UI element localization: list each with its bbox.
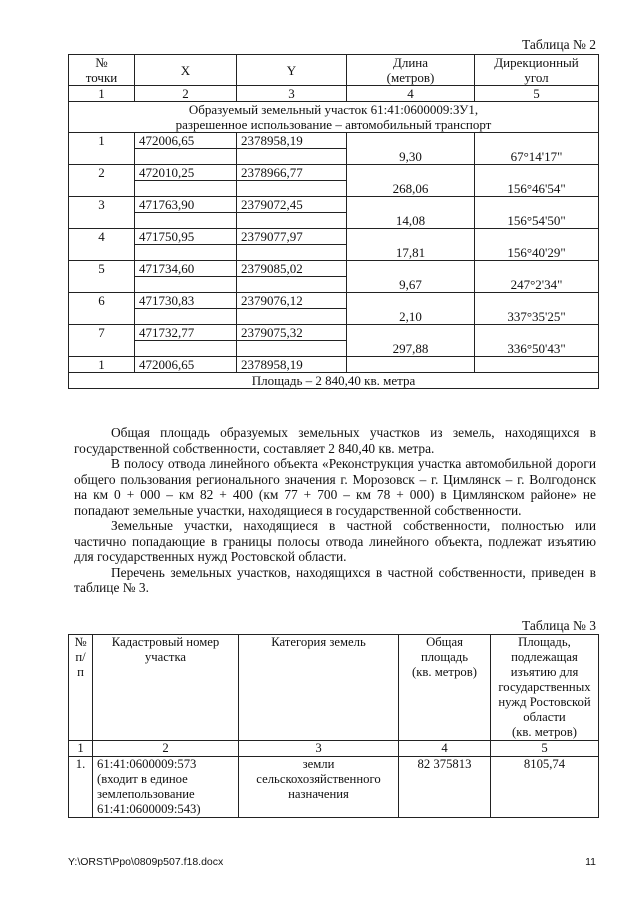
point-x: 472006,65 [135,357,237,373]
point-y: 2378966,77 [237,165,347,181]
t2-section-row [69,102,599,133]
empty-cell [475,325,599,341]
t2-point-row [69,357,599,373]
empty-cell [135,245,237,261]
t3-header-cell: Кадастровый номер участка [93,635,239,741]
segment-angle: 156°46'54" [475,181,599,197]
empty-cell [69,309,135,325]
point-number: 1 [69,133,135,149]
t2-header-cell: Y [237,55,347,86]
t3-column-number: 4 [399,741,491,757]
point-y: 2378958,19 [237,133,347,149]
t2-segment-row [69,149,599,165]
point-y: 2379077,97 [237,229,347,245]
t2-area-row [69,373,599,389]
empty-cell [237,341,347,357]
t2-header-cell: Длина (метров) [347,55,475,86]
footer-page-number: 11 [585,856,596,868]
paragraph-list-reference: Перечень земельных участков, находящихся в частной собственности, приведен в таблице № 3. [74,564,596,595]
t2-point-row [69,261,599,277]
point-x: 471730,83 [135,293,237,309]
table2-caption: Таблица № 2 [522,37,596,52]
segment-length: 14,08 [347,213,475,229]
t2-header-cell: X [135,55,237,86]
point-y: 2378958,19 [237,357,347,373]
t2-point-row [69,133,599,149]
t2-point-row [69,197,599,213]
segment-angle: 337°35'25" [475,309,599,325]
t2-segment-row [69,277,599,293]
empty-cell [69,181,135,197]
segment-angle: 336°50'43" [475,341,599,357]
empty-cell [237,213,347,229]
t2-column-numbers-row [69,86,599,102]
segment-length: 297,88 [347,341,475,357]
section-line-1: Образуемый земельный участок 61:41:0600009:ЗУ1, [188,102,479,117]
empty-cell [347,261,475,277]
segment-length: 268,06 [347,181,475,197]
paragraph-total-area: Общая площадь образуемых земельных участков из земель, находящихся в государственной собственности, составляет 2 840,40 кв. метра. [74,425,596,456]
empty-cell [69,341,135,357]
coordinates-table [68,54,599,389]
point-number: 1 [69,357,135,373]
cadastral-number: 61:41:0600009:573 (входит в единое землепользование 61:41:0600009:543) [93,757,239,818]
point-x: 471763,90 [135,197,237,213]
t3-data-row [69,757,599,818]
point-x: 471734,60 [135,261,237,277]
point-y: 2379072,45 [237,197,347,213]
empty-cell [347,325,475,341]
total-area: Площадь – 2 840,40 кв. метра [69,373,599,389]
t3-header-cell: Категория земель [239,635,399,741]
t2-column-number: 3 [237,86,347,102]
empty-cell [135,309,237,325]
empty-cell [237,245,347,261]
empty-cell [135,277,237,293]
empty-cell [69,213,135,229]
t2-column-number: 4 [347,86,475,102]
point-number: 6 [69,293,135,309]
segment-angle: 67°14'17" [475,149,599,165]
t2-header-row [69,55,599,86]
t2-point-row [69,325,599,341]
t2-segment-row [69,245,599,261]
empty-cell [475,197,599,213]
empty-cell [475,293,599,309]
t3-header-cell: Площадь, подлежащая изъятию для государственных нужд Ростовской области (кв. метров) [491,635,599,741]
t2-segment-row [69,309,599,325]
t3-column-number: 3 [239,741,399,757]
empty-cell [347,165,475,181]
t2-header-cell: Дирекционный угол [475,55,599,86]
t2-header-cell: № точки [69,55,135,86]
empty-cell [475,165,599,181]
empty-cell [135,181,237,197]
t2-segment-row [69,213,599,229]
segment-angle: 156°54'50" [475,213,599,229]
segment-length: 9,30 [347,149,475,165]
t2-column-number: 1 [69,86,135,102]
point-number: 3 [69,197,135,213]
t2-section-title [69,102,599,133]
empty-cell [347,197,475,213]
seized-area-value: 8105,74 [491,757,599,818]
t2-point-row [69,229,599,245]
point-y: 2379076,12 [237,293,347,309]
empty-cell [347,133,475,149]
empty-cell [237,309,347,325]
empty-cell [475,357,599,373]
point-x: 472010,25 [135,165,237,181]
t3-header-cell: № п/п [69,635,93,741]
empty-cell [237,181,347,197]
paragraph-right-of-way: В полосу отвода линейного объекта «Реконструкция участка автомобильной дороги общего пользования регионального значения г. Морозовск – г. Цимлянск – г. Волгодонск на км 0 + 000 – км 82 + 400 (км 77 + 700 – км 78 + 000) в Цимлянском районе» не попадают земельные участки, находящиеся в государственной собственности. [74,456,596,518]
table3-caption: Таблица № 3 [522,618,596,633]
t2-segment-row [69,181,599,197]
empty-cell [475,229,599,245]
point-number: 7 [69,325,135,341]
point-x: 471750,95 [135,229,237,245]
t2-point-row [69,165,599,181]
t2-point-row [69,293,599,309]
empty-cell [237,149,347,165]
body-text [74,425,596,596]
empty-cell [69,149,135,165]
segment-angle: 156°40'29" [475,245,599,261]
point-number: 2 [69,165,135,181]
t3-header-cell: Общая площадь (кв. метров) [399,635,491,741]
point-number: 5 [69,261,135,277]
segment-length: 2,10 [347,309,475,325]
t2-segment-row [69,341,599,357]
point-x: 472006,65 [135,133,237,149]
point-y: 2379075,32 [237,325,347,341]
private-parcels-table [68,634,599,818]
t3-header-row [69,635,599,741]
segment-length: 17,81 [347,245,475,261]
t2-column-number: 2 [135,86,237,102]
t3-column-number: 1 [69,741,93,757]
empty-cell [347,229,475,245]
land-category: земли сельскохозяйственного назначения [239,757,399,818]
t3-column-numbers-row [69,741,599,757]
segment-length: 9,67 [347,277,475,293]
row-number: 1. [69,757,93,818]
point-number: 4 [69,229,135,245]
total-area-value: 82 375813 [399,757,491,818]
empty-cell [347,357,475,373]
empty-cell [69,245,135,261]
empty-cell [135,149,237,165]
empty-cell [135,341,237,357]
empty-cell [475,261,599,277]
t3-column-number: 5 [491,741,599,757]
empty-cell [135,213,237,229]
empty-cell [347,293,475,309]
empty-cell [237,277,347,293]
segment-angle: 247°2'34" [475,277,599,293]
footer-file-path: Y:\ORST\Ppo\0809p507.f18.docx [68,856,224,868]
section-line-2: разрешенное использование – автомобильный транспорт [175,117,492,132]
empty-cell [475,133,599,149]
paragraph-private-land: Земельные участки, находящиеся в частной собственности, полностью или частично попадающие в границы полосы отвода линейного объекта, подлежат изъятию для государственных нужд Ростовской области. [74,518,596,564]
t2-column-number: 5 [475,86,599,102]
t3-column-number: 2 [93,741,239,757]
empty-cell [69,277,135,293]
point-y: 2379085,02 [237,261,347,277]
point-x: 471732,77 [135,325,237,341]
